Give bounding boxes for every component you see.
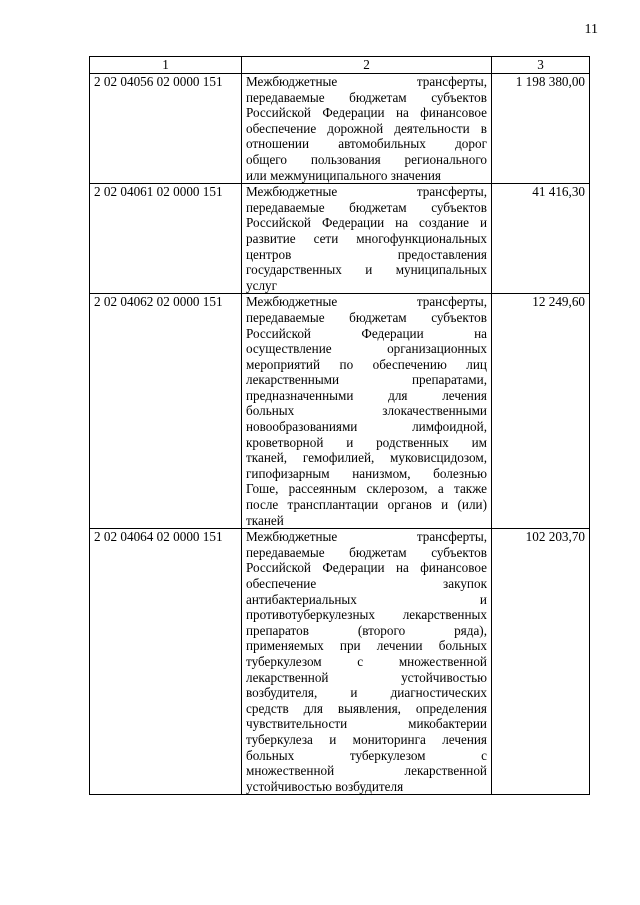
description-line: государственных и муниципальных [246,262,487,278]
description-line: развитие сети многофункциональных [246,230,487,246]
table-row [90,74,590,184]
description-line: после трансплантации органов и (или) [246,497,487,513]
budget-amount: 1 198 380,00 [492,74,590,184]
description-line: Российской Федерации на создание и [246,215,487,231]
description-line: отношении автомобильных дорог [246,136,487,152]
description-line: Российской Федерации на финансовое [246,560,487,576]
description-line: передаваемые бюджетам субъектов [246,309,487,325]
description-line: лекарственными препаратами, [246,372,487,388]
description-line: туберкулеза и мониторинга лечения [246,731,487,747]
description-line: предназначенными для лечения [246,387,487,403]
description-line: средств для выявления, определения [246,700,487,716]
budget-code: 2 02 04056 02 0000 151 [90,74,242,184]
budget-amount: 41 416,30 [492,184,590,294]
description-line: лекарственной устойчивостью [246,669,487,685]
description-line: Межбюджетные трансферты, [246,529,487,545]
description-line: тканей, гемофилией, муковисцидозом, [246,450,487,466]
column-header-1: 1 [90,57,242,74]
budget-amount: 12 249,60 [492,294,590,529]
description-line: больных злокачественными [246,403,487,419]
description-line: Межбюджетные трансферты, [246,184,487,200]
description-line: тканей [246,512,284,528]
table-body [90,74,590,795]
description-line: Межбюджетные трансферты, [246,294,487,310]
description-line: противотуберкулезных лекарственных [246,607,487,623]
description-line: туберкулезом с множественной [246,653,487,669]
description-line: или межмуниципального значения [246,167,441,183]
description-line: препаратов (второго ряда), [246,622,487,638]
budget-code: 2 02 04064 02 0000 151 [90,529,242,795]
description-line: обеспечение дорожной деятельности в [246,120,487,136]
description-line: центров предоставления [246,246,487,262]
budget-code: 2 02 04061 02 0000 151 [90,184,242,294]
budget-description [242,294,492,529]
table-header-row [90,57,590,74]
description-line: мероприятий по обеспечению лиц [246,356,487,372]
budget-description [242,184,492,294]
description-line: услуг [246,277,278,293]
budget-description [242,74,492,184]
page-number: 11 [584,22,598,37]
description-line: Российской Федерации на [246,325,487,341]
budget-table [89,56,590,795]
budget-description [242,529,492,795]
description-line: Межбюджетные трансферты, [246,74,487,89]
description-line: возбудителя, и диагностических [246,685,487,701]
table-row [90,294,590,529]
description-line: передаваемые бюджетам субъектов [246,89,487,105]
budget-amount: 102 203,70 [492,529,590,795]
description-line: Российской Федерации на финансовое [246,105,487,121]
description-line: обеспечение закупок [246,576,487,591]
description-line: устойчивостью возбудителя [246,778,404,794]
description-line: Гоше, рассеянным склерозом, а также [246,481,487,497]
description-line: осуществление организационных [246,341,487,357]
description-line: гипофизарным нанизмом, болезнью [246,465,487,481]
description-line: передаваемые бюджетам субъектов [246,544,487,560]
budget-code: 2 02 04062 02 0000 151 [90,294,242,529]
column-header-2: 2 [242,57,492,74]
column-header-3: 3 [492,57,590,74]
description-line: больных туберкулезом с [246,747,487,763]
description-line: кроветворной и родственных им [246,434,487,450]
description-line: антибактериальных и [246,591,487,607]
description-line: применяемых при лечении больных [246,638,487,654]
description-line: новообразованиями лимфоидной, [246,419,487,435]
description-line: чувствительности микобактерии [246,716,487,732]
table-row [90,184,590,294]
description-line: передаваемые бюджетам субъектов [246,199,487,215]
description-line: множественной лекарственной [246,763,487,779]
table-row [90,529,590,795]
description-line: общего пользования регионального [246,151,487,167]
